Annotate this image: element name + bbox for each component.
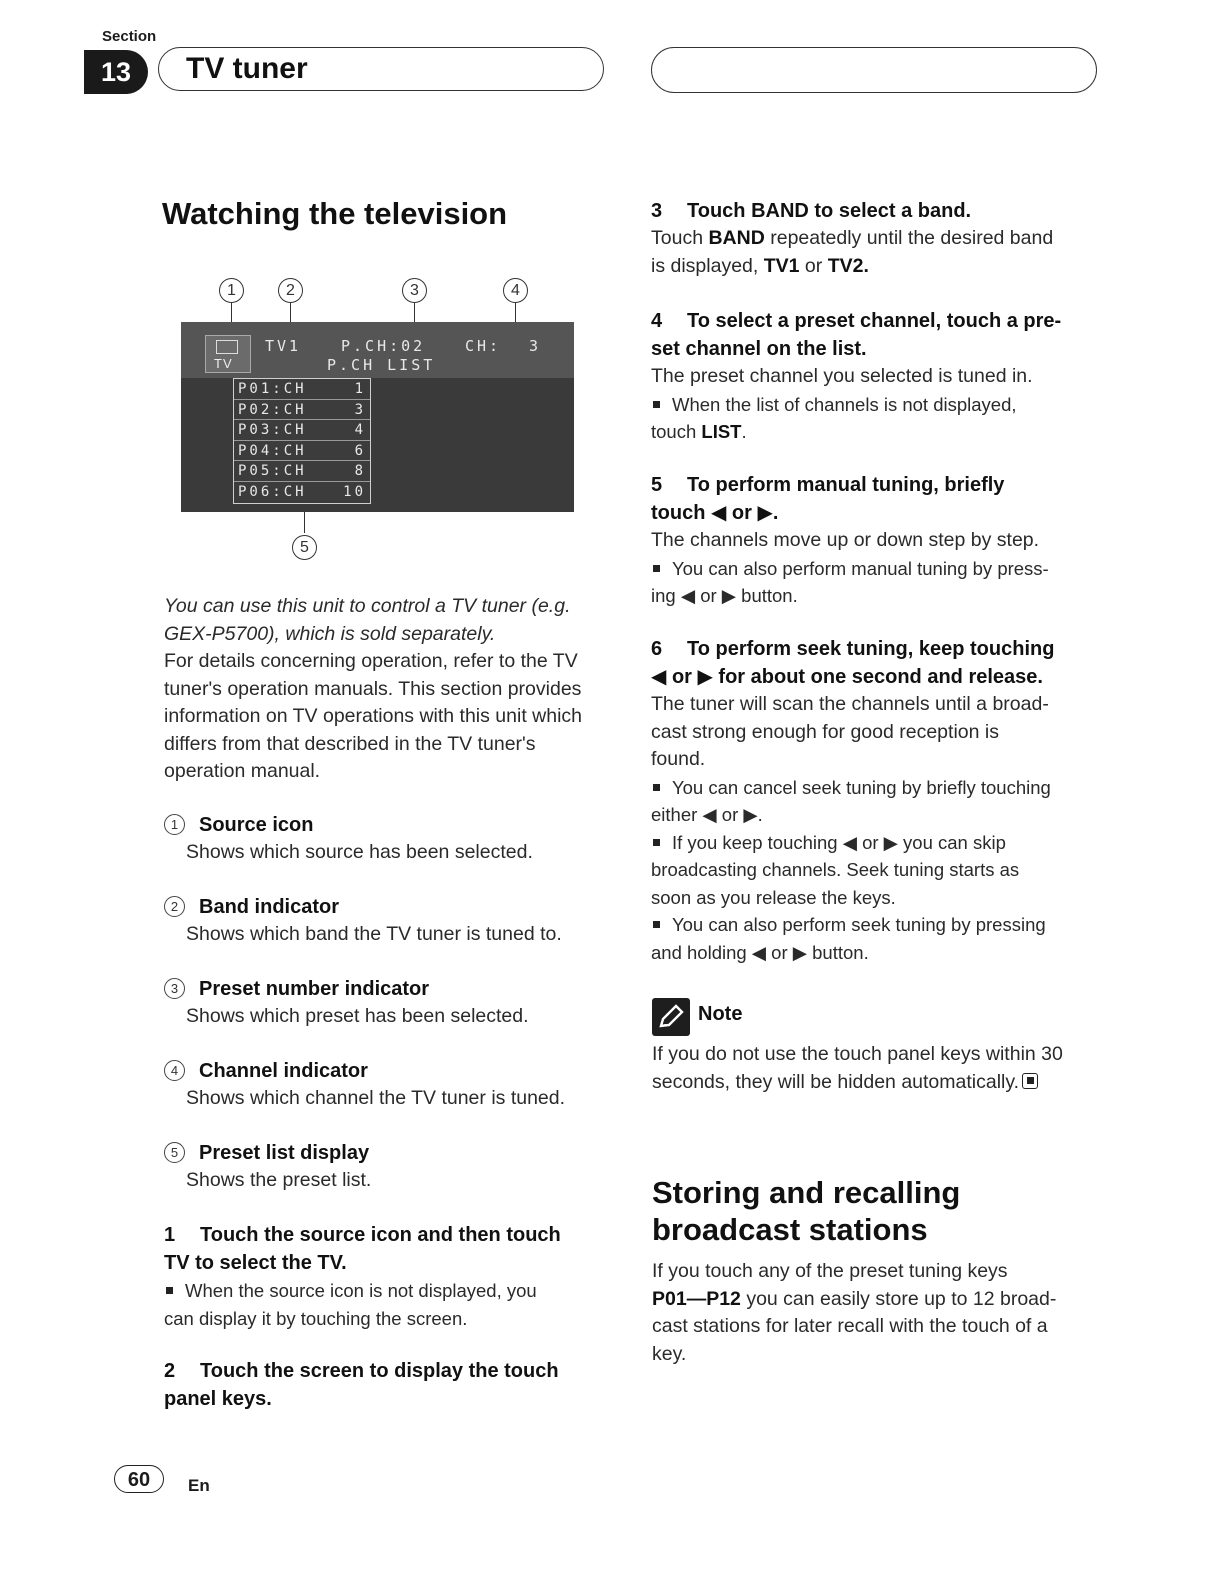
figure-callout-3: 3: [402, 277, 427, 303]
figure-callout-5: 5: [292, 534, 317, 560]
storing-body: If you touch any of the preset tuning keys P01—P12 you can easily store up to 12 broad- cast stations for later recall with the touch of a key.: [652, 1260, 1057, 1365]
callout-channel-indicator: 4 Channel indicator Shows which channel the TV tuner is tuned.: [164, 1057, 614, 1113]
note-pencil-icon: [652, 998, 690, 1036]
note-label: Note: [698, 1003, 743, 1025]
preset-row[interactable]: P01:CH 1: [234, 379, 370, 400]
preset-row[interactable]: P06:CH 10: [238, 483, 366, 500]
preset-row[interactable]: P05:CH 8: [234, 461, 370, 482]
intro-italic: You can use this unit to control a TV tuner (e.g. GEX-P5700), which is sold separately.: [164, 595, 571, 645]
step-4: 4 To select a preset channel, touch a pre- set channel on the list. The preset channel you selected is tuned in. When the list of channels is not displayed, touch LIST.: [651, 310, 1062, 442]
step-2: 2 Touch the screen to display the touch panel keys.: [164, 1360, 559, 1410]
callout-preset-number: 3 Preset number indicator Shows which preset has been selected.: [164, 975, 614, 1031]
preset-list-title: P.CH LIST: [327, 356, 436, 374]
end-mark-icon: [1022, 1073, 1038, 1089]
figure-callout-1: 1: [219, 277, 244, 303]
step-6: 6 To perform seek tuning, keep touching ◀ or ▶ for about one second and release. The tuner will scan the channels until a broad- cast strong enough for good reception is found. You can cancel seek tuning by briefly touching either ◀ or ▶. If you keep touching ◀ or ▶ you can skip broadcasting channels. Seek tuning starts as soon as you release the keys. You can also perform seek tuning by pressing and holding ◀ or ▶ button.: [651, 638, 1055, 963]
step-1: 1 Touch the source icon and then touch TV to select the TV. When the source icon is not displayed, you can display it by touching the screen.: [164, 1224, 561, 1329]
preset-row[interactable]: P04:CH 6: [234, 441, 370, 462]
figure-callout-4: 4: [503, 277, 528, 303]
callout-band-indicator: 2 Band indicator Shows which band the TV tuner is tuned to.: [164, 893, 614, 949]
step-3: 3 Touch BAND to select a band. Touch BAND repeatedly until the desired band is displayed, TV1 or TV2.: [651, 200, 1054, 277]
preset-list-display: [233, 378, 371, 504]
page-language: En: [188, 1476, 210, 1495]
page-number: 60: [114, 1465, 164, 1493]
channel-indicator-label: CH:: [465, 337, 502, 355]
source-icon-label: TV: [214, 356, 233, 371]
preset-row[interactable]: P03:CH 4: [234, 420, 370, 441]
tv-screen-display: [181, 322, 574, 512]
callout-preset-list: 5 Preset list display Shows the preset list.: [164, 1139, 614, 1195]
section-label: Section: [102, 28, 157, 45]
step-5: 5 To perform manual tuning, briefly touch ◀ or ▶. The channels move up or down step by step. You can also perform manual tuning by press- ing ◀ or ▶ button.: [651, 474, 1049, 606]
empty-header-frame: [651, 47, 1097, 93]
preset-number-indicator: P.CH:02: [341, 337, 426, 355]
callout-source-icon: 1 Source icon Shows which source has been selected.: [164, 811, 614, 867]
section-number-badge: 13: [84, 50, 148, 94]
figure-callout-2: 2: [278, 277, 303, 303]
section-heading-watching: Watching the television: [162, 196, 508, 231]
note-text: If you do not use the touch panel keys within 30 seconds, they will be hidden automatically.: [652, 1043, 1063, 1093]
intro-body: For details concerning operation, refer to the TV tuner's operation manuals. This section provides information on TV operations with this unit which differs from that described in the TV tuner's operation manual.: [164, 650, 583, 782]
tv-glyph-icon: [216, 340, 238, 354]
chapter-title: TV tuner: [186, 52, 308, 85]
band-indicator: TV1: [265, 337, 302, 355]
section-heading-storing: Storing and recalling broadcast stations: [652, 1175, 961, 1247]
channel-indicator-value: 3: [529, 337, 542, 355]
source-icon[interactable]: [205, 335, 251, 373]
preset-row[interactable]: P02:CH 3: [234, 400, 370, 421]
